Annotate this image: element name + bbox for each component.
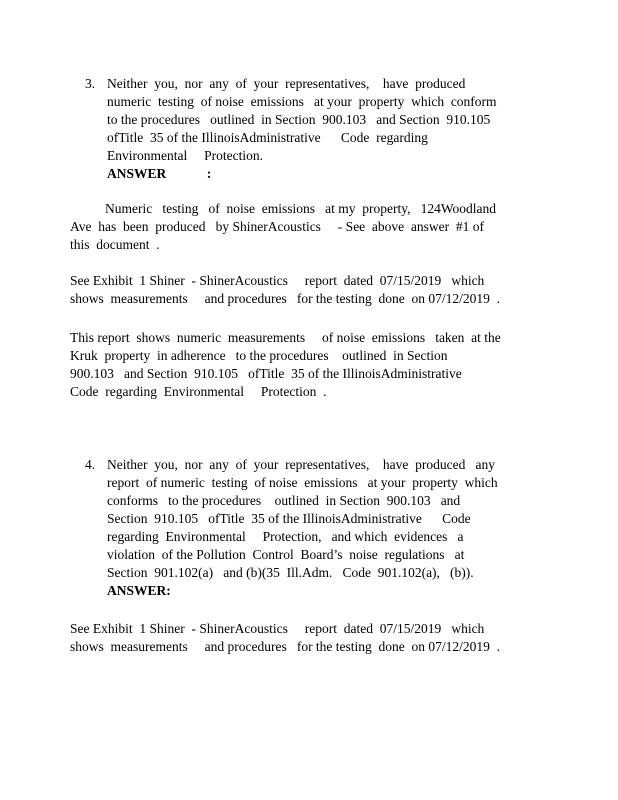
text-line: shows measurements and procedures for the testing done on 07/12/2019 . bbox=[70, 639, 501, 654]
item-number: 3. bbox=[85, 76, 96, 91]
text-line: violation of the Pollution Control Board’s noise regulations at bbox=[107, 547, 465, 562]
interrogatory-item-3 bbox=[85, 75, 566, 183]
text-line: ofTitle 35 of the IllinoisAdministrative Code regarding bbox=[107, 130, 428, 145]
text-line: Neither you, nor any of your representatives, have produced bbox=[107, 76, 466, 91]
exhibit-reference-paragraph bbox=[70, 272, 566, 308]
text-line: This report shows numeric measurements of noise emissions taken at the bbox=[70, 330, 501, 345]
document-content bbox=[70, 75, 566, 656]
item-text bbox=[107, 456, 566, 600]
text-line: report of numeric testing of noise emissions at your property which bbox=[107, 475, 498, 490]
text-line: See Exhibit 1 Shiner - ShinerAcoustics report dated 07/15/2019 which bbox=[70, 273, 485, 288]
text-line: Neither you, nor any of your representatives, have produced any bbox=[107, 457, 495, 472]
text-line: numeric testing of noise emissions at your property which conform bbox=[107, 94, 497, 109]
text-line: shows measurements and procedures for the testing done on 07/12/2019 . bbox=[70, 291, 501, 306]
text-line: See Exhibit 1 Shiner - ShinerAcoustics report dated 07/15/2019 which bbox=[70, 621, 485, 636]
text-line: 900.103 and Section 910.105 ofTitle 35 of the IllinoisAdministrative bbox=[70, 366, 462, 381]
interrogatory-item-4 bbox=[85, 456, 566, 600]
text-line: Kruk property in adherence to the procedures outlined in Section bbox=[70, 348, 448, 363]
answer-label: ANSWER: bbox=[107, 583, 171, 598]
item-number: 4. bbox=[85, 457, 96, 472]
text-line: Section 901.102(a) and (b)(35 Ill.Adm. Code 901.102(a), (b)). bbox=[107, 565, 474, 580]
text-line: regarding Environmental Protection, and which evidences a bbox=[107, 529, 464, 544]
item-text bbox=[107, 75, 566, 183]
text-line: Section 910.105 ofTitle 35 of the IllinoisAdministrative Code bbox=[107, 511, 471, 526]
text-line: Ave has been produced by ShinerAcoustics - See above answer #1 of bbox=[70, 219, 485, 234]
text-line: conforms to the procedures outlined in Section 900.103 and bbox=[107, 493, 461, 508]
text-line: Code regarding Environmental Protection . bbox=[70, 384, 327, 399]
text-line: this document . bbox=[70, 237, 160, 252]
text-line: to the procedures outlined in Section 900.103 and Section 910.105 bbox=[107, 112, 491, 127]
answer-label: ANSWER : bbox=[107, 166, 212, 181]
text-line: Numeric testing of noise emissions at my property, 124Woodland bbox=[105, 201, 496, 216]
text-line: Environmental Protection. bbox=[107, 148, 263, 163]
exhibit-reference-paragraph-2 bbox=[70, 620, 566, 656]
answer-3-paragraph bbox=[70, 200, 566, 254]
report-details-paragraph bbox=[70, 329, 566, 401]
